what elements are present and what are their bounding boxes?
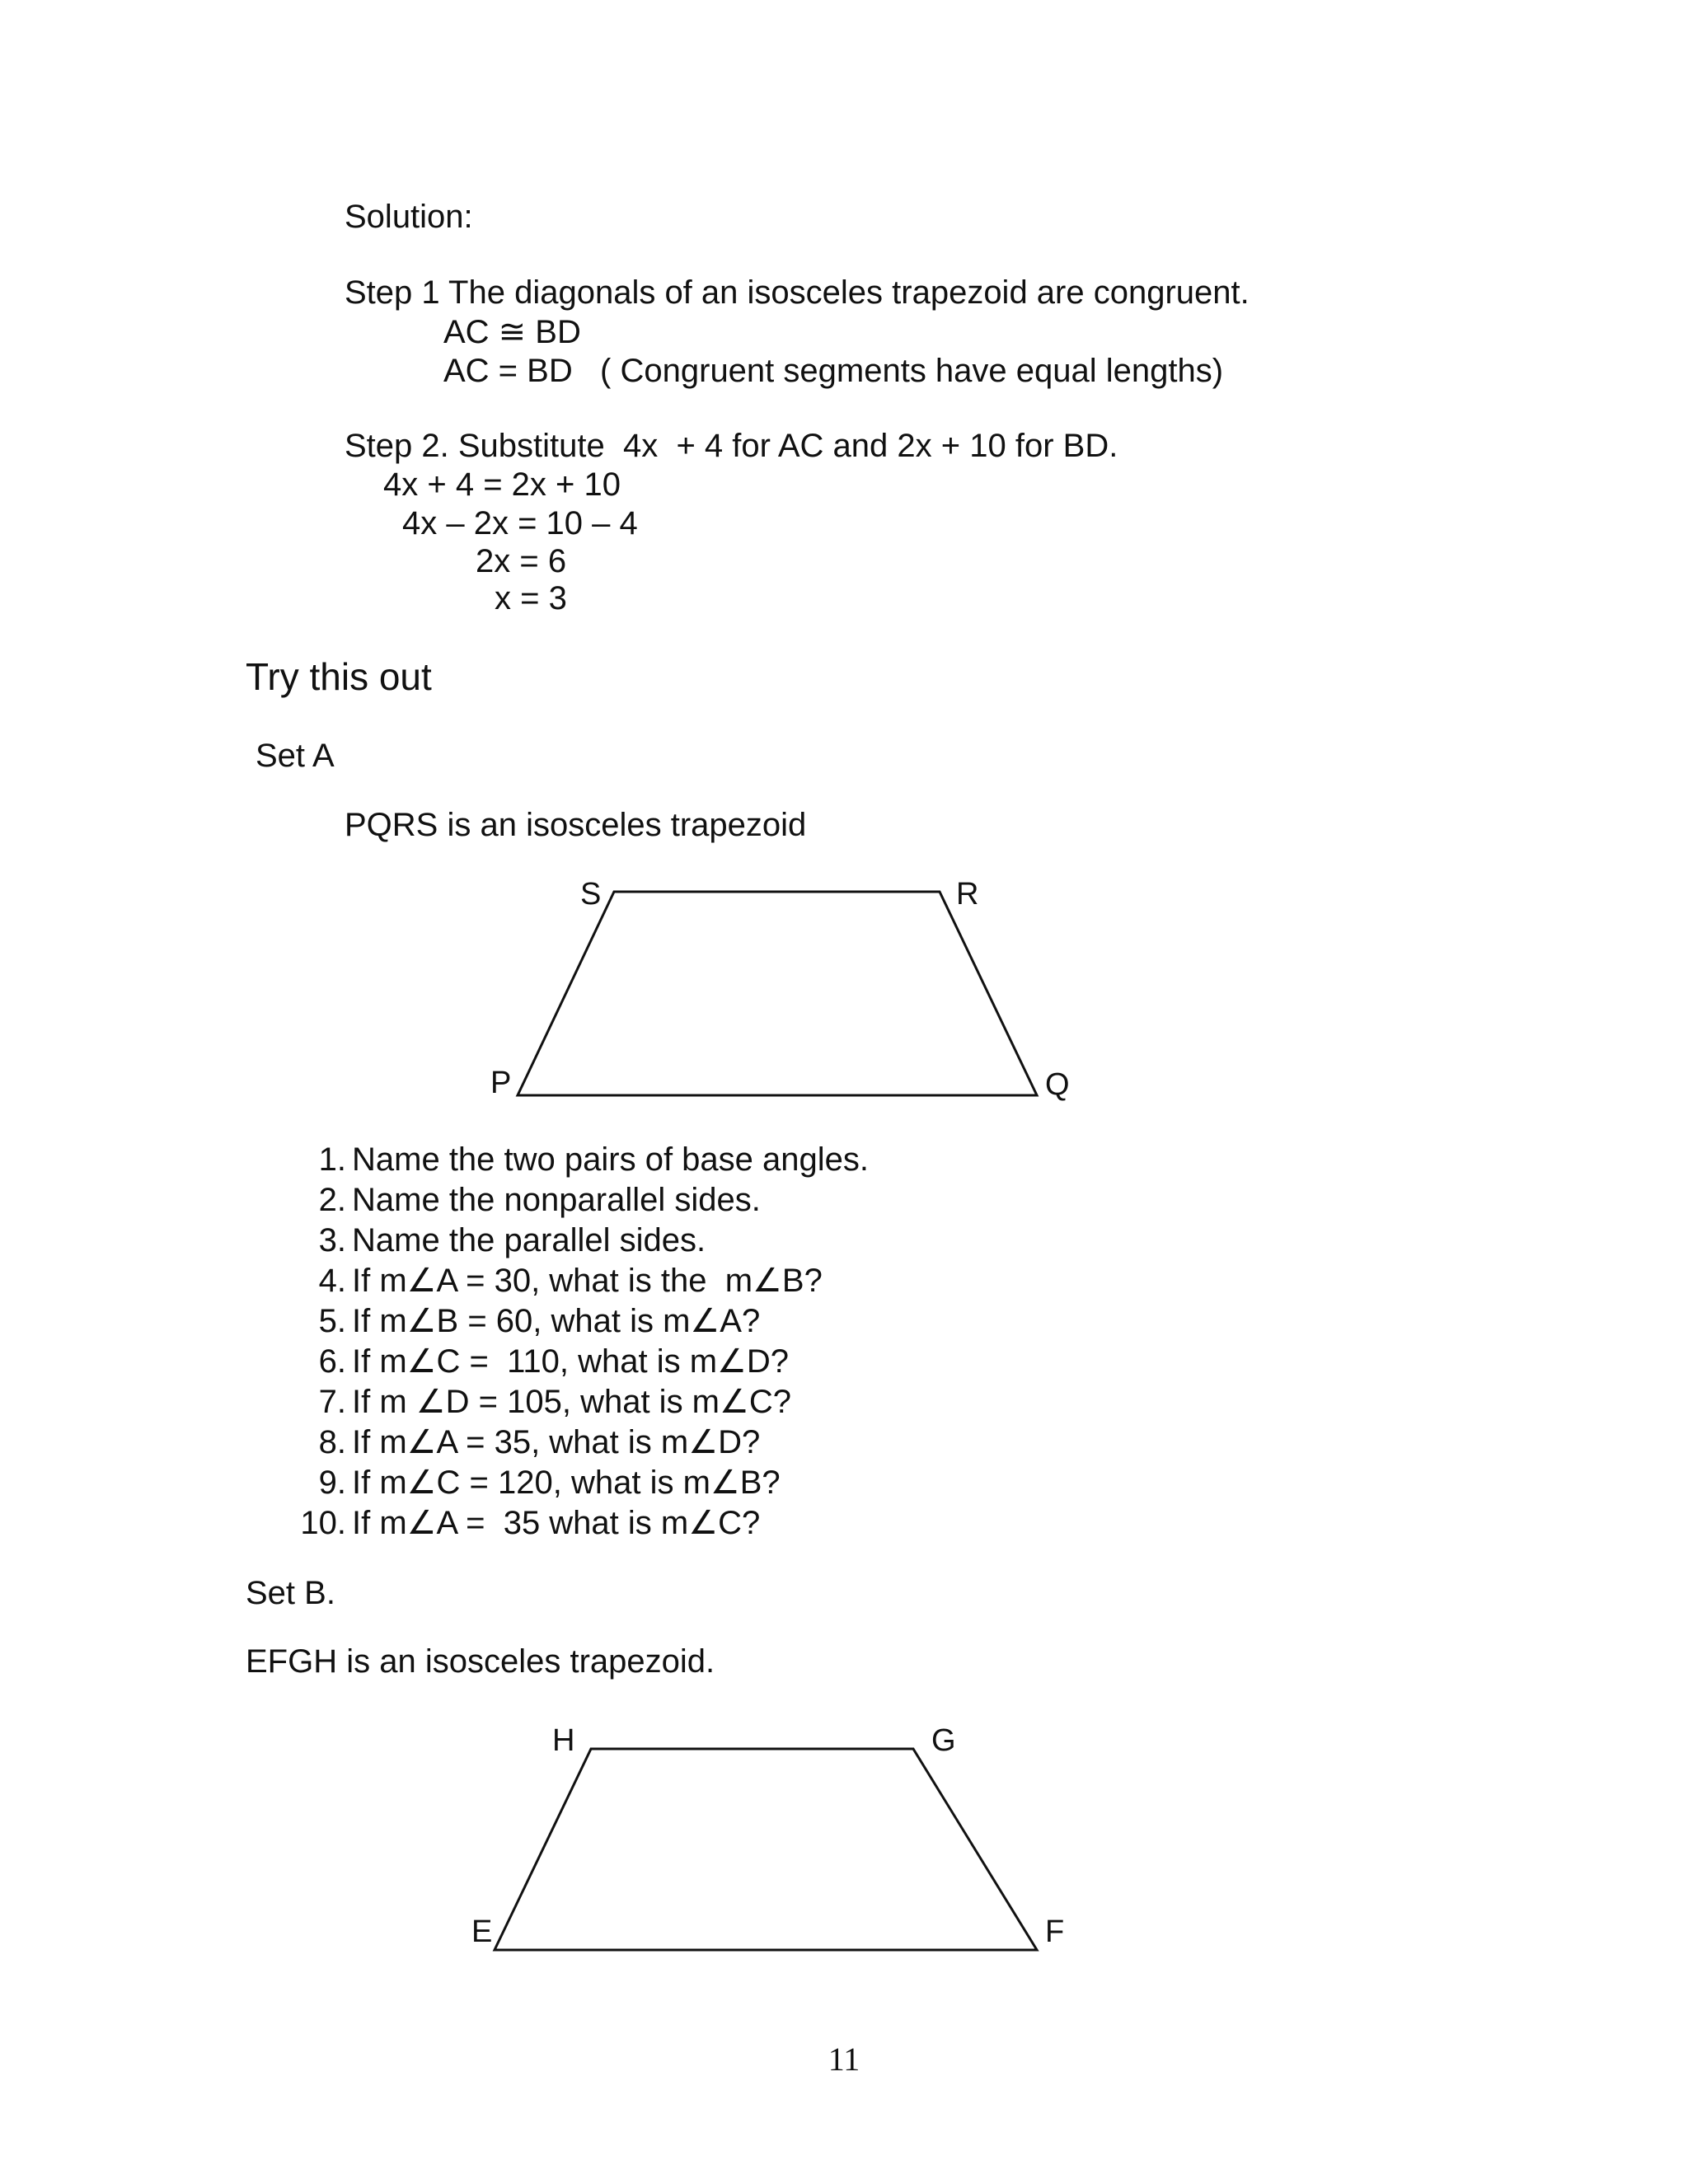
question-text: Name the two pairs of base angles. bbox=[352, 1141, 870, 1178]
question-item bbox=[293, 1422, 869, 1463]
question-item bbox=[293, 1221, 869, 1261]
question-item bbox=[293, 1503, 869, 1544]
question-text: If m∠C = 120, what is m∠B? bbox=[352, 1465, 781, 1501]
vertex-g-label: G bbox=[931, 1723, 956, 1758]
try-heading: Try this out bbox=[246, 655, 432, 698]
vertex-s-label: S bbox=[580, 877, 602, 912]
question-text: If m∠A = 30, what is the m∠B? bbox=[352, 1263, 823, 1299]
question-text: If m∠A = 35, what is m∠D? bbox=[352, 1424, 761, 1460]
solution-heading: Solution: bbox=[345, 199, 473, 235]
set-a-label: Set A bbox=[256, 738, 335, 774]
step2-text: Step 2. Substitute 4x + 4 for AC and 2x + 10 for BD. bbox=[345, 428, 1118, 464]
set-b-intro: EFGH is an isosceles trapezoid. bbox=[246, 1643, 715, 1680]
trapezoid-pqrs bbox=[518, 892, 1037, 1095]
question-item bbox=[293, 1382, 869, 1422]
equation-1: 4x + 4 = 2x + 10 bbox=[383, 466, 621, 503]
question-text: Name the nonparallel sides. bbox=[352, 1182, 761, 1218]
question-item bbox=[293, 1463, 869, 1503]
vertex-f-label: F bbox=[1045, 1915, 1065, 1949]
question-text: If m ∠D = 105, what is m∠C? bbox=[352, 1384, 791, 1420]
vertex-e-label: E bbox=[471, 1915, 493, 1949]
question-number: 6. bbox=[318, 1343, 346, 1380]
question-number: 1. bbox=[318, 1141, 346, 1178]
set-b-label: Set B. bbox=[246, 1575, 335, 1611]
set-a-intro: PQRS is an isosceles trapezoid bbox=[345, 807, 807, 843]
question-number: 2. bbox=[318, 1182, 346, 1218]
question-number: 9. bbox=[318, 1465, 346, 1501]
vertex-p-label: P bbox=[490, 1066, 512, 1100]
question-text: If m∠B = 60, what is m∠A? bbox=[352, 1303, 761, 1339]
step1-equality: AC = BD ( Congruent segments have equal lengths) bbox=[443, 353, 1224, 389]
question-number: 5. bbox=[318, 1303, 346, 1339]
vertex-q-label: Q bbox=[1045, 1067, 1070, 1102]
trapezoid-efgh bbox=[495, 1749, 1037, 1950]
vertex-h-label: H bbox=[552, 1723, 575, 1758]
equation-4: x = 3 bbox=[495, 580, 567, 616]
question-number: 8. bbox=[318, 1424, 346, 1460]
step1-congruence: AC ≅ BD bbox=[443, 314, 581, 350]
question-item bbox=[293, 1342, 869, 1382]
vertex-r-label: R bbox=[956, 877, 979, 912]
question-text: Name the parallel sides. bbox=[352, 1222, 706, 1258]
question-number: 4. bbox=[318, 1263, 346, 1299]
step1-text: Step 1 The diagonals of an isosceles trapezoid are congruent. bbox=[345, 274, 1250, 311]
question-item bbox=[293, 1301, 869, 1342]
equation-3: 2x = 6 bbox=[476, 543, 567, 579]
question-item bbox=[293, 1180, 869, 1221]
question-number: 10. bbox=[300, 1505, 346, 1541]
question-number: 7. bbox=[318, 1384, 346, 1420]
question-item bbox=[293, 1140, 869, 1180]
question-text: If m∠A = 35 what is m∠C? bbox=[352, 1505, 761, 1541]
page-number: 11 bbox=[828, 2041, 860, 2078]
question-item bbox=[293, 1261, 869, 1301]
question-list bbox=[293, 1140, 869, 1544]
question-number: 3. bbox=[318, 1222, 346, 1258]
equation-2: 4x – 2x = 10 – 4 bbox=[402, 505, 638, 541]
question-text: If m∠C = 110, what is m∠D? bbox=[352, 1343, 790, 1380]
